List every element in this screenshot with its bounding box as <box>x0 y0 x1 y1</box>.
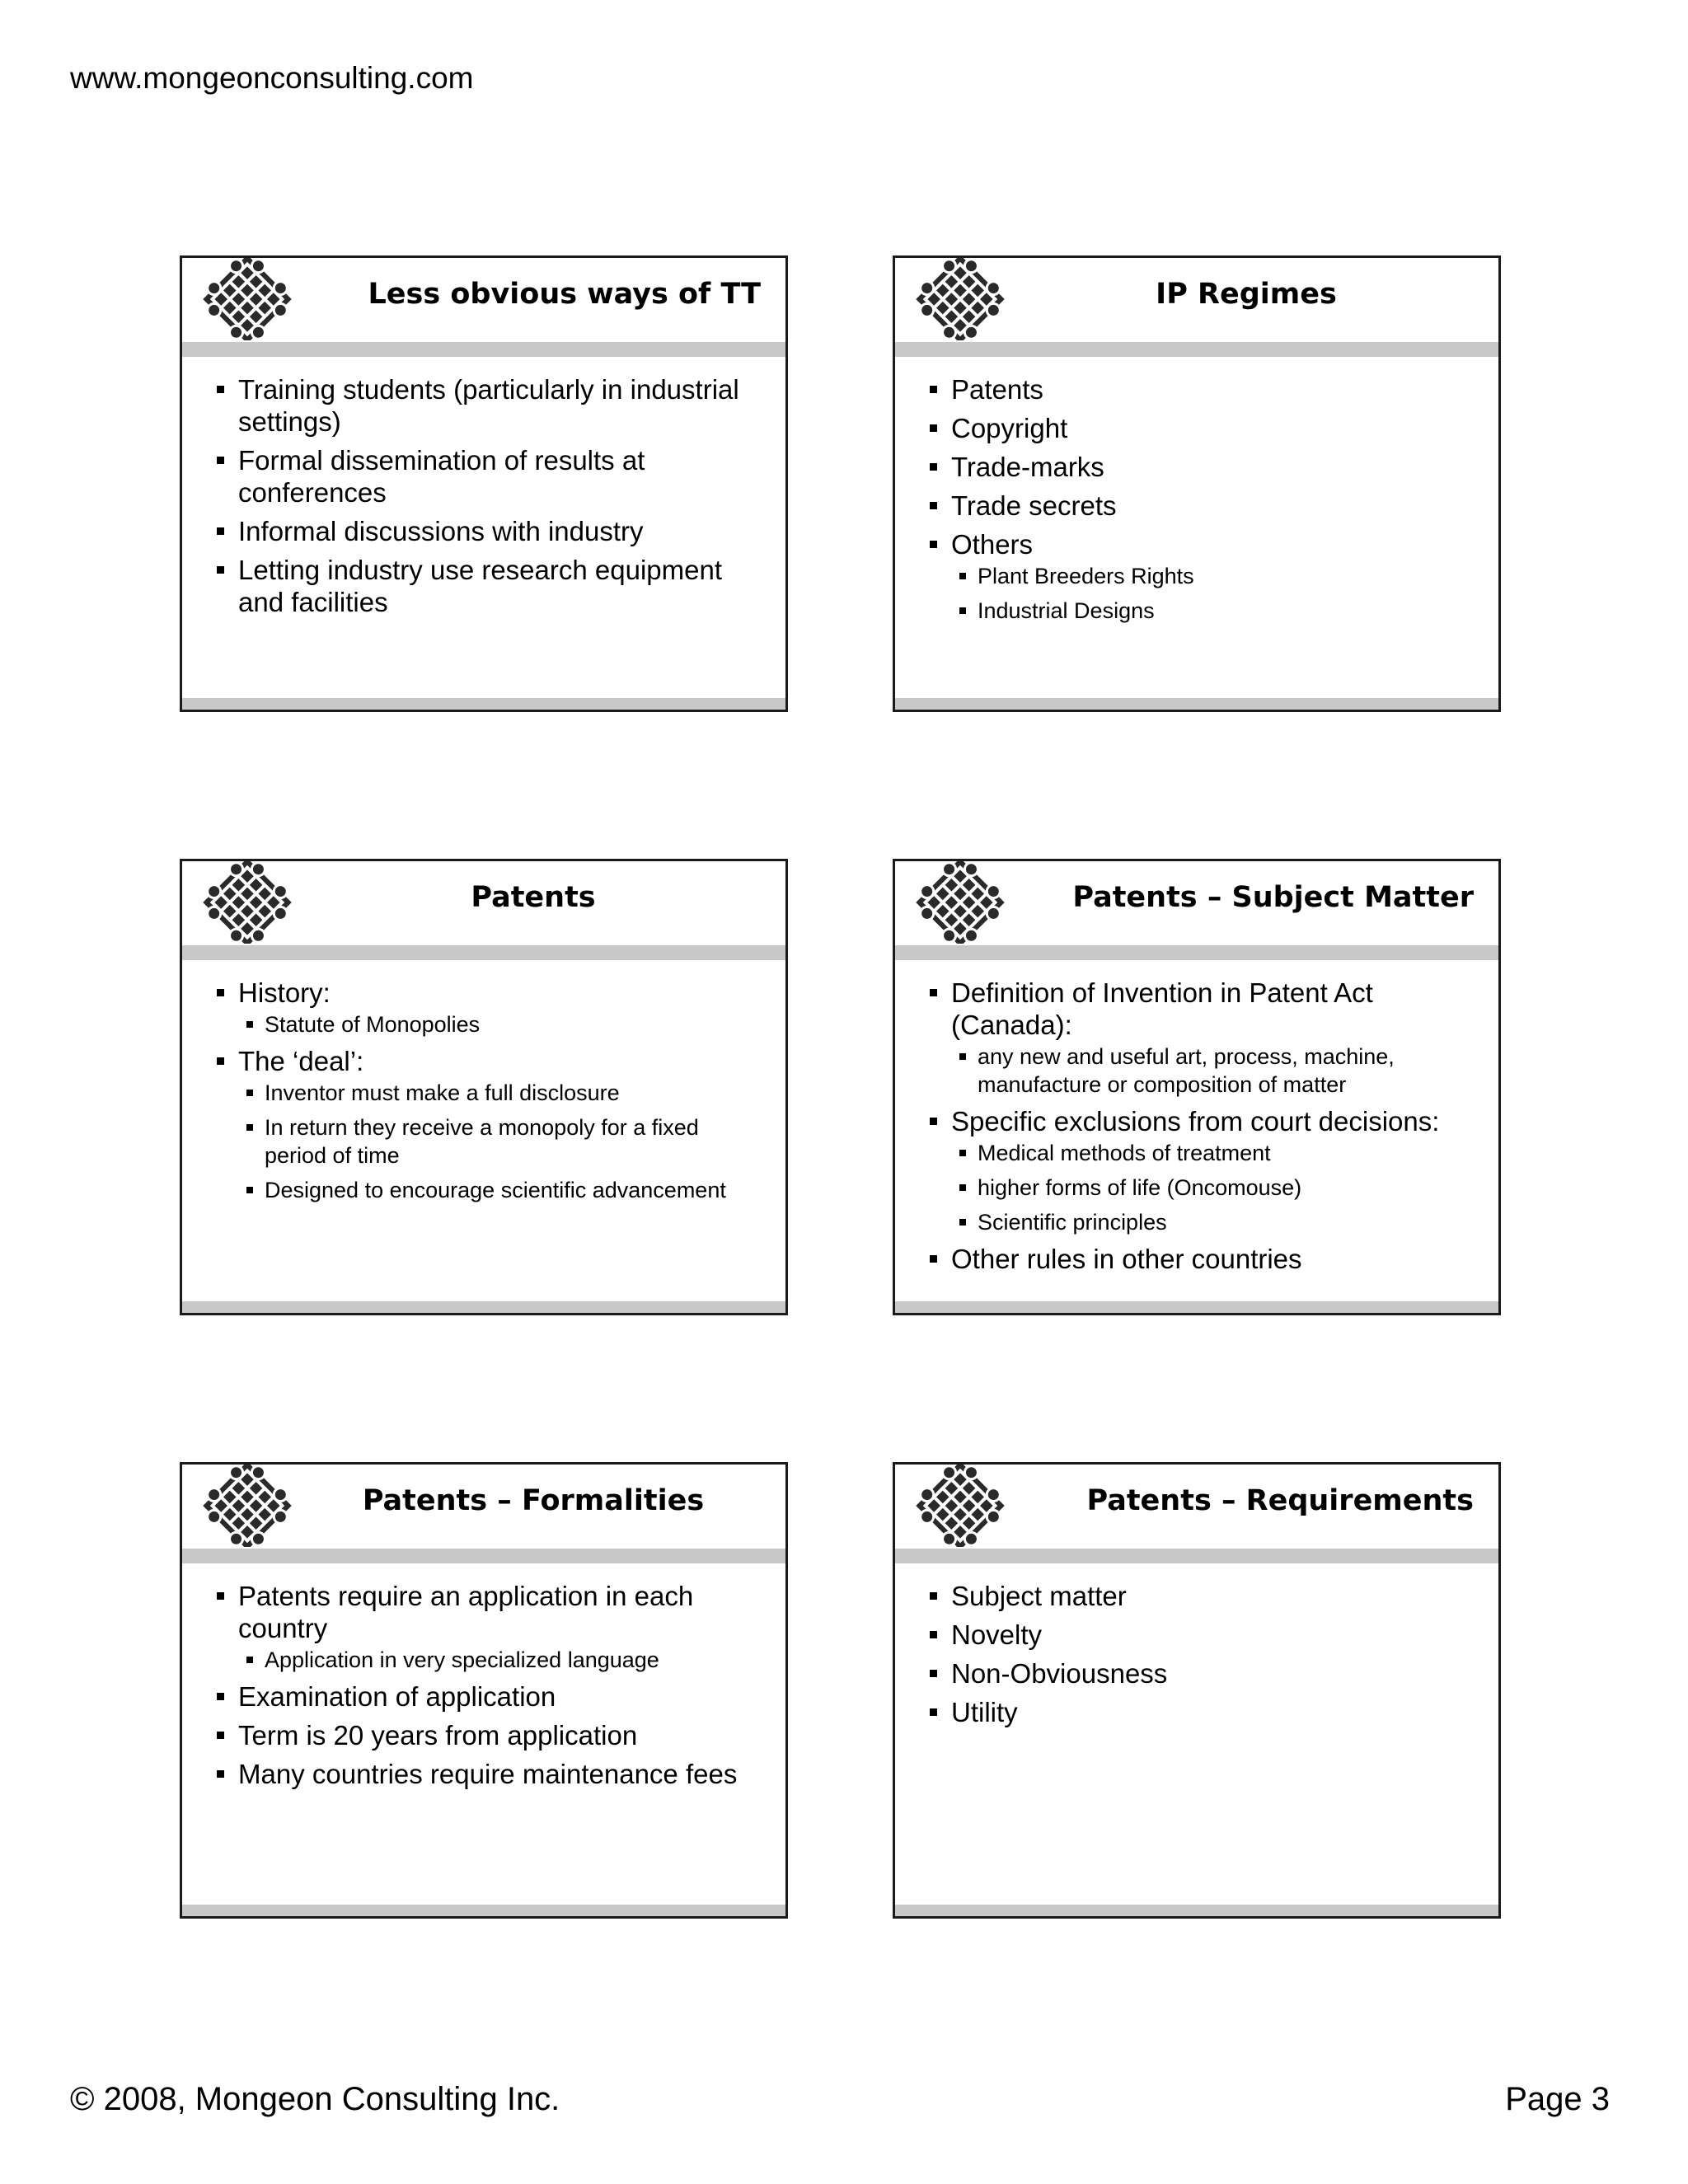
title-divider-band <box>182 945 785 960</box>
bullet-item: Patents require an application in each country <box>215 1580 753 1644</box>
slide-bottom-band <box>895 1301 1498 1313</box>
celtic-knot-logo-icon <box>194 861 301 944</box>
sub-bullet-item: higher forms of life (Oncomouse) <box>928 1174 1465 1202</box>
slide-title-area <box>182 861 785 945</box>
footer-page-number: Page 3 <box>1505 2081 1610 2117</box>
bullet-item: Novelty <box>928 1619 1465 1651</box>
slide-bullet-list <box>215 1580 753 1797</box>
slide-2 <box>893 255 1501 712</box>
bullet-item: Definition of Invention in Patent Act (Canada): <box>928 977 1465 1041</box>
sub-bullet-item: Plant Breeders Rights <box>928 562 1465 590</box>
slide-6 <box>893 1462 1501 1919</box>
slide-1 <box>180 255 788 712</box>
page-header-url: www.mongeonconsulting.com <box>70 61 474 95</box>
bullet-item: Examination of application <box>215 1680 753 1713</box>
bullet-item: Specific exclusions from court decisions: <box>928 1105 1465 1137</box>
slide-bottom-band <box>895 698 1498 710</box>
bullet-item: Non-Obviousness <box>928 1657 1465 1690</box>
slide-title-area <box>182 1465 785 1549</box>
slide-bottom-band <box>895 1905 1498 1916</box>
slide-title-area <box>895 1465 1498 1549</box>
celtic-knot-logo-icon <box>194 1465 301 1547</box>
slide-bullet-list <box>215 373 753 625</box>
slide-title: Less obvious ways of TT <box>368 278 761 311</box>
slide-bullet-list <box>215 977 753 1211</box>
bullet-item: Many countries require maintenance fees <box>215 1758 753 1790</box>
slide-title: Patents – Requirements <box>1086 1484 1474 1517</box>
slide-4 <box>893 859 1501 1315</box>
bullet-item: Informal discussions with industry <box>215 515 753 547</box>
footer-copyright: © 2008, Mongeon Consulting Inc. <box>70 2081 560 2117</box>
sub-bullet-item: Statute of Monopolies <box>215 1010 753 1038</box>
sub-bullet-item: In return they receive a monopoly for a fixed period of time <box>215 1113 753 1169</box>
slide-bottom-band <box>182 1905 785 1916</box>
slide-title: Patents – Formalities <box>362 1484 705 1517</box>
title-divider-band <box>895 945 1498 960</box>
slide-title: Patents <box>471 881 596 914</box>
slide-bottom-band <box>182 698 785 710</box>
sub-bullet-item: any new and useful art, process, machine, manufacture or composition of matter <box>928 1043 1465 1099</box>
slide-bottom-band <box>182 1301 785 1313</box>
bullet-item: Letting industry use research equipment and facilities <box>215 554 753 618</box>
sub-bullet-item: Industrial Designs <box>928 597 1465 625</box>
sub-bullet-item: Application in very specialized language <box>215 1646 753 1674</box>
slide-title-area <box>895 861 1498 945</box>
bullet-item: Patents <box>928 373 1465 405</box>
celtic-knot-logo-icon <box>907 861 1014 944</box>
celtic-knot-logo-icon <box>907 258 1014 340</box>
slide-bullet-list <box>928 373 1465 631</box>
celtic-knot-logo-icon <box>907 1465 1014 1547</box>
bullet-item: Trade-marks <box>928 451 1465 483</box>
title-divider-band <box>895 342 1498 357</box>
slide-title: Patents – Subject Matter <box>1072 881 1474 914</box>
slide-3 <box>180 859 788 1315</box>
bullet-item: Subject matter <box>928 1580 1465 1612</box>
slide-5 <box>180 1462 788 1919</box>
title-divider-band <box>895 1549 1498 1563</box>
bullet-item: Training students (particularly in industrial settings) <box>215 373 753 438</box>
sub-bullet-item: Inventor must make a full disclosure <box>215 1079 753 1107</box>
celtic-knot-logo-icon <box>194 258 301 340</box>
bullet-item: The ‘deal’: <box>215 1045 753 1077</box>
bullet-item: History: <box>215 977 753 1009</box>
slide-bullet-list <box>928 1580 1465 1735</box>
bullet-item: Formal dissemination of results at conferences <box>215 444 753 509</box>
bullet-item: Other rules in other countries <box>928 1243 1465 1275</box>
slide-title-area <box>182 258 785 342</box>
sub-bullet-item: Scientific principles <box>928 1208 1465 1236</box>
bullet-item: Term is 20 years from application <box>215 1719 753 1751</box>
bullet-item: Utility <box>928 1696 1465 1728</box>
bullet-item: Others <box>928 528 1465 560</box>
bullet-item: Trade secrets <box>928 490 1465 522</box>
sub-bullet-item: Medical methods of treatment <box>928 1139 1465 1167</box>
title-divider-band <box>182 342 785 357</box>
slide-title: IP Regimes <box>1156 278 1337 311</box>
slide-title-area <box>895 258 1498 342</box>
slide-bullet-list <box>928 977 1465 1282</box>
sub-bullet-item: Designed to encourage scientific advancement <box>215 1176 753 1204</box>
bullet-item: Copyright <box>928 412 1465 444</box>
title-divider-band <box>182 1549 785 1563</box>
